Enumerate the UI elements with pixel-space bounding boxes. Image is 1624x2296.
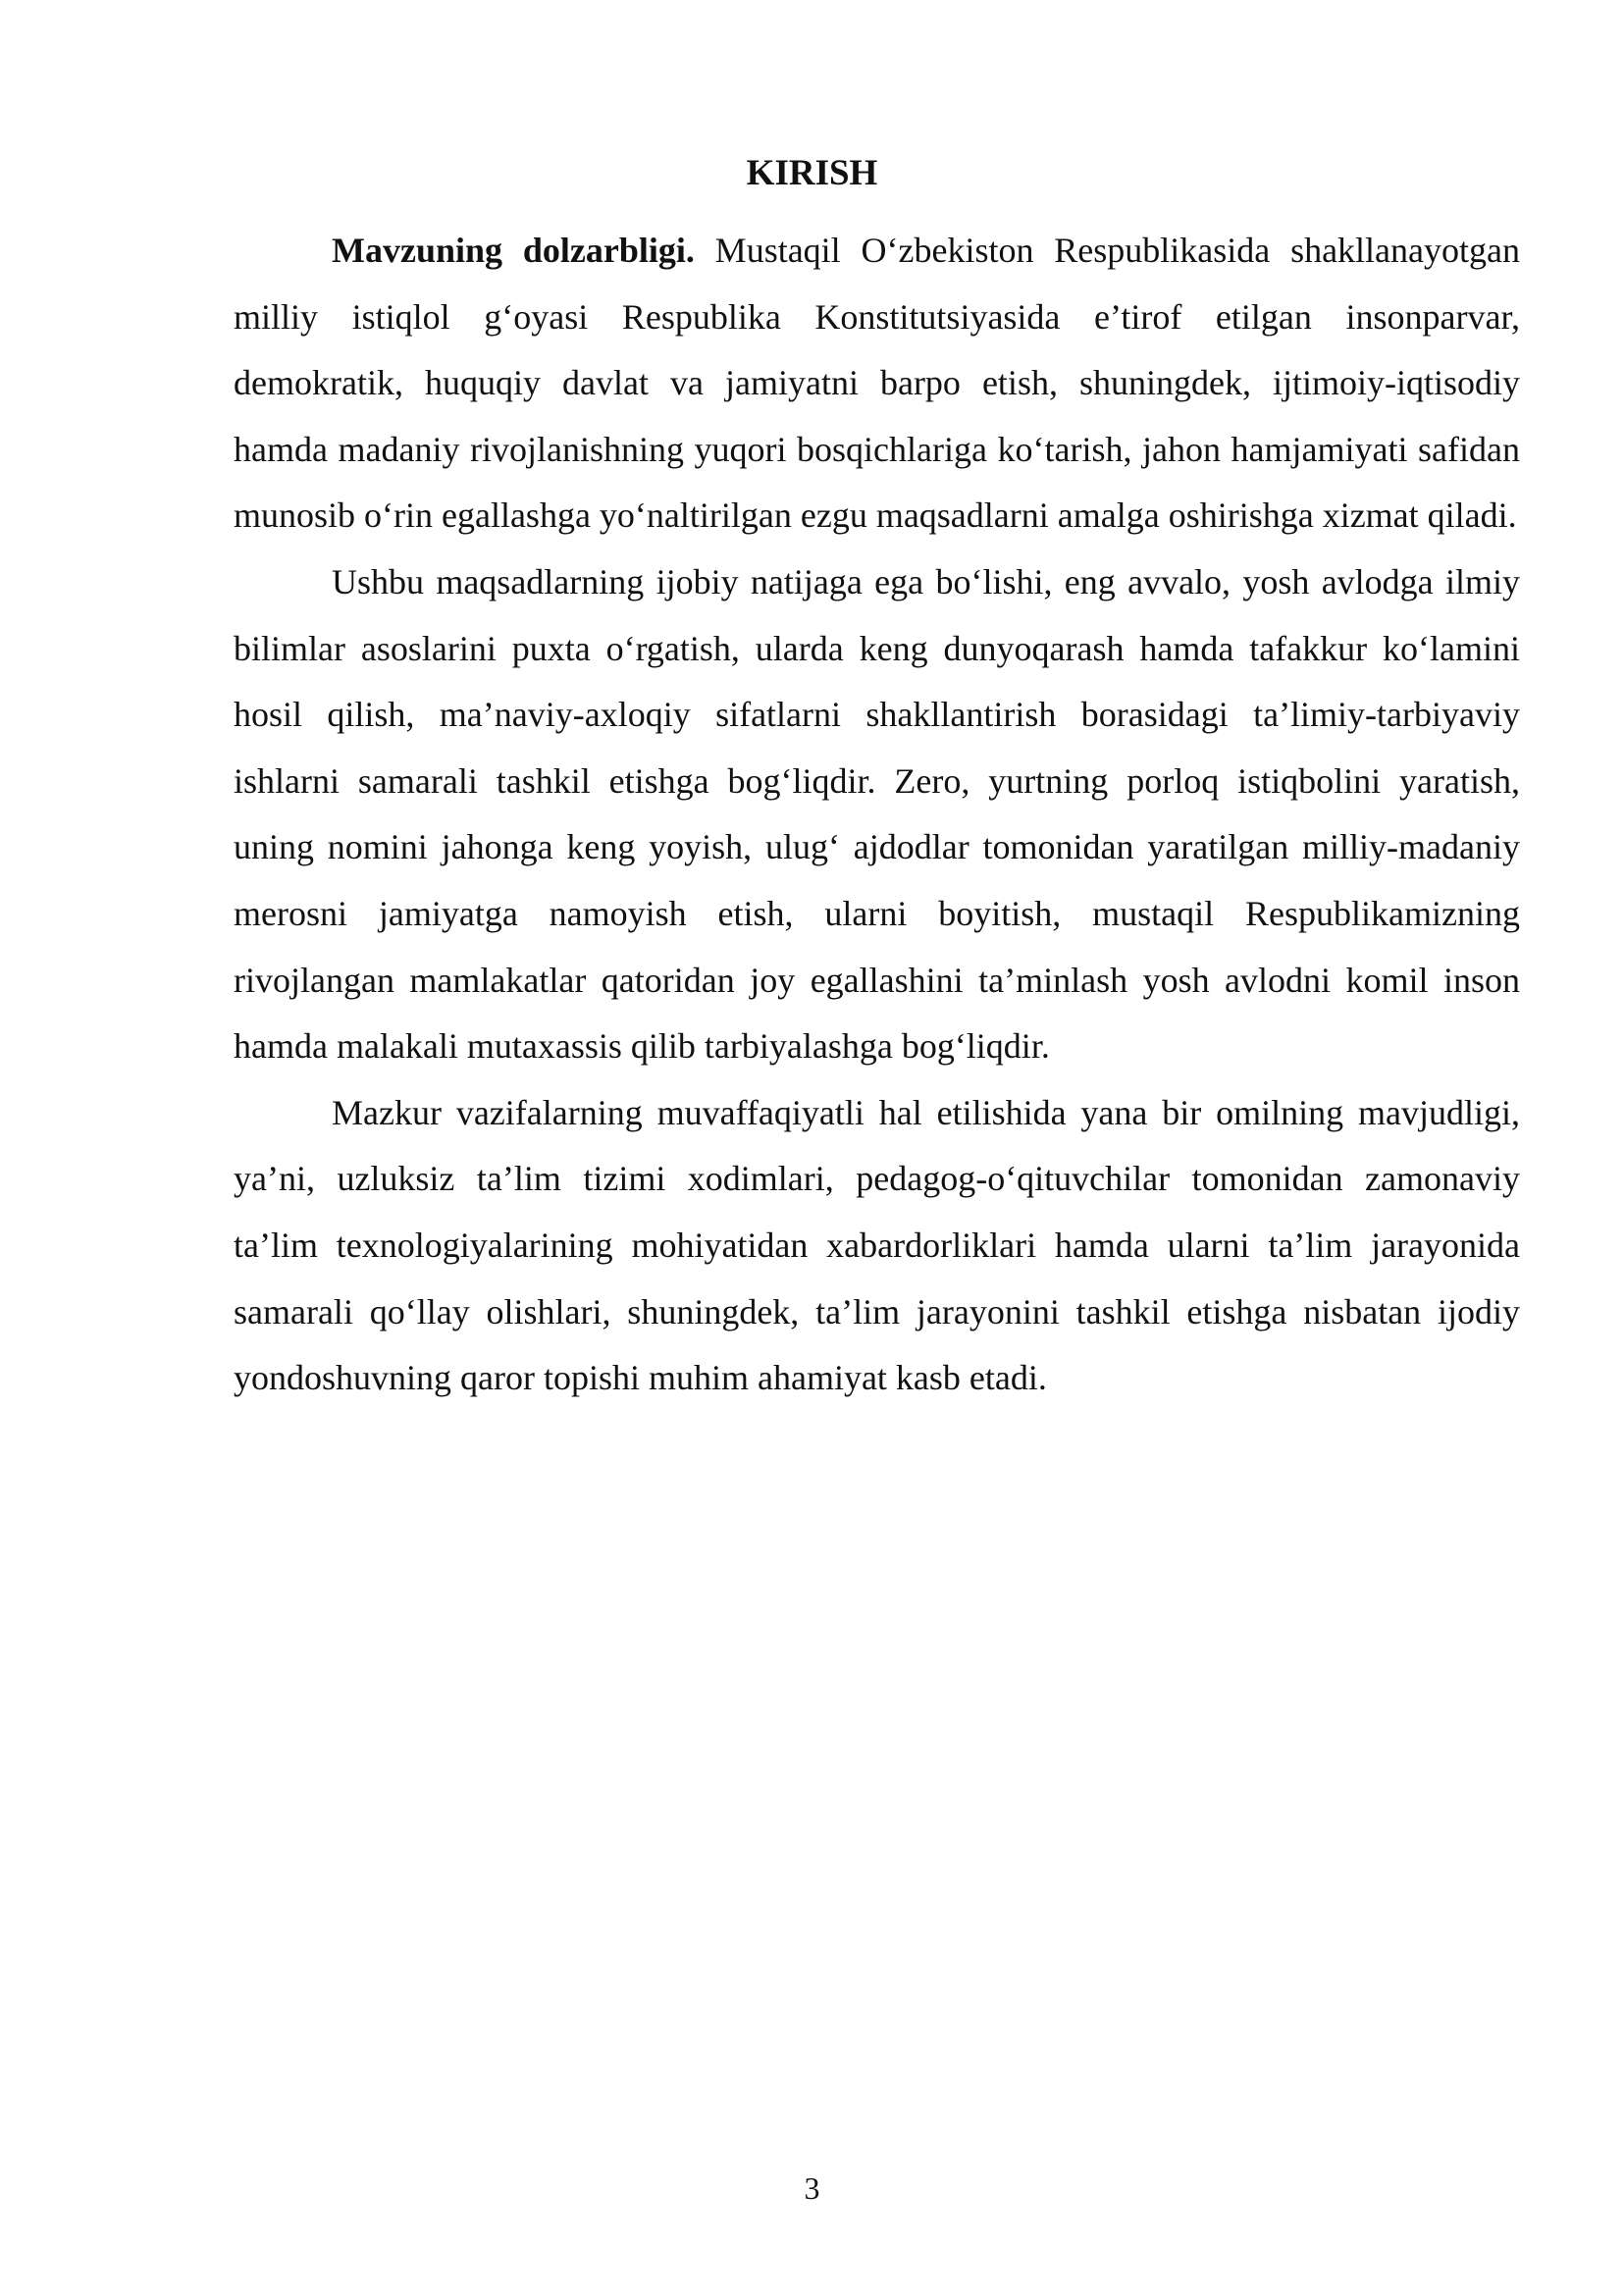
body-text — [234, 218, 1520, 1412]
paragraph-lead: Mavzuning dolzarbligi. — [332, 231, 695, 270]
paragraph-tasks — [234, 1080, 1520, 1412]
paragraph-relevance — [234, 218, 1520, 549]
paragraph-goals — [234, 549, 1520, 1080]
paragraph-text: Mazkur vazifalarning muvaffaqiyatli hal etilishida yana bir omilning mavjudligi, ya’ni, uzluksiz ta’lim tizimi xodimlari, pedagog-o‘qituvchilar tomonidan zamonaviy ta’lim texnologiyalarining mohiyatidan xabardorliklari hamda ularni ta’lim jarayonida samarali qo‘llay olishlari, shuningdek, ta’lim jarayonini tashkil etishga nisbatan ijodiy yondoshuvning qaror topishi muhim ahamiyat kasb etadi. — [234, 1092, 1520, 1398]
paragraph-text: Ushbu maqsadlarning ijobiy natijaga ega bo‘lishi, eng avvalo, yosh avlodga ilmiy bilimlar asoslarini puxta o‘rgatish, ularda keng dunyoqarash hamda tafakkur ko‘lamini hosil qilish, ma’naviy-axloqiy sifatlarni shakllantirish borasidagi ta’limiy-tarbiyaviy ishlarni samarali tashkil etishga bog‘liqdir. Zero, yurtning porloq istiqbolini yaratish, uning nomini jahonga keng yoyish, ulug‘ ajdodlar tomonidan yaratilgan milliy-madaniy merosni jamiyatga namoyish etish, ularni boyitish, mustaqil Respublikamizning rivojlangan mamlakatlar qatoridan joy egallashini ta’minlash yosh avlodni komil inson hamda malakali mutaxassis qilib tarbiyalashga bog‘liqdir. — [234, 561, 1520, 1067]
section-heading: KIRISH — [746, 153, 878, 193]
page-number: 3 — [804, 2170, 820, 2206]
paragraph-text: Mustaqil O‘zbekiston Respublikasida shakllanayotgan milliy istiqlol g‘oyasi Respublika Konstitutsiyasida e’tirof etilgan insonparvar, demokratik, huquqiy davlat va jamiyatni barpo etish, shuningdek, ijtimoiy-iqtisodiy hamda madaniy rivojlanishning yuqori bosqichlariga ko‘tarish, jahon hamjamiyati safidan munosib o‘rin egallashga yo‘naltirilgan ezgu maqsadlarni amalga oshirishga xizmat qiladi. — [234, 231, 1520, 536]
